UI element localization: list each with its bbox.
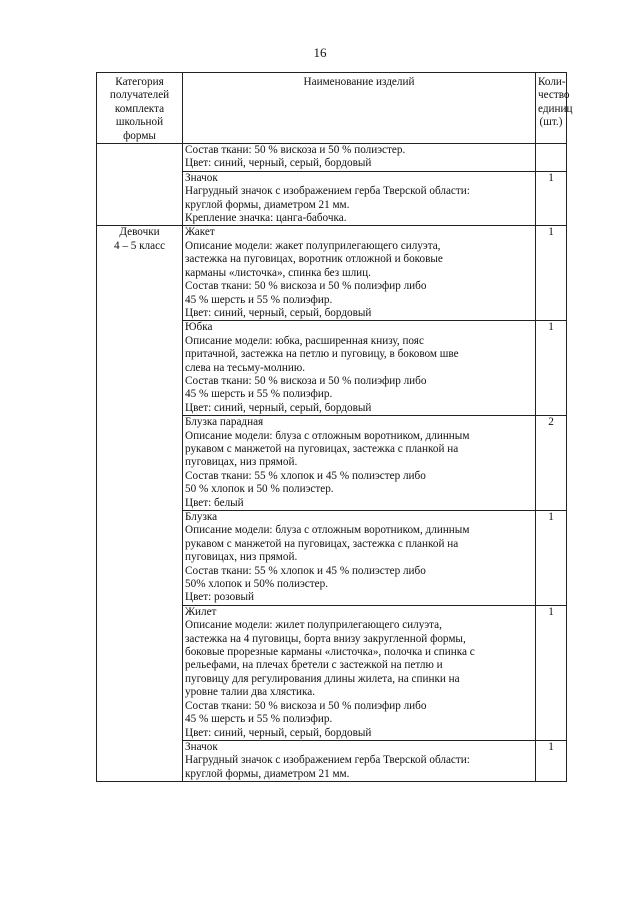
item-description-line: 50 % хлопок и 50 % полиэстер. bbox=[185, 483, 334, 496]
quantity-cell bbox=[536, 144, 567, 172]
item-description-line: Состав ткани: 50 % вискоза и 50 % полиэфир либо bbox=[185, 374, 427, 387]
item-description-line: Цвет: розовый bbox=[185, 591, 254, 604]
item-description-line: Нагрудный значок с изображением герба Тверской области: bbox=[185, 185, 470, 198]
item-description-cell bbox=[183, 321, 536, 416]
header-category-line: формы bbox=[123, 129, 156, 142]
header-name-label: Наименование изделий bbox=[303, 76, 415, 88]
items-table bbox=[96, 72, 573, 782]
item-description-cell bbox=[183, 511, 536, 606]
item-description-line: Описание модели: юбка, расширенная книзу, пояс bbox=[185, 334, 424, 347]
item-description-cell bbox=[183, 226, 536, 321]
item-description-line: пуговицах, низ прямой. bbox=[185, 456, 298, 469]
item-description-line: Описание модели: жакет полуприлегающего силуэта, bbox=[185, 239, 441, 252]
item-description-line: Цвет: белый bbox=[185, 496, 244, 509]
item-description-line: пуговицах, низ прямой. bbox=[185, 551, 298, 564]
quantity-cell: 1 bbox=[536, 171, 567, 226]
item-description-line: слева на тесьму-молнию. bbox=[185, 361, 305, 374]
table-row bbox=[97, 144, 567, 172]
header-category bbox=[97, 73, 183, 144]
item-description-line: карманы «листочка», спинка без шлиц. bbox=[185, 266, 371, 279]
quantity-cell: 1 bbox=[536, 511, 567, 606]
item-description-line: 45 % шерсть и 55 % полиэфир. bbox=[185, 388, 333, 401]
category-line: Девочки bbox=[119, 226, 160, 239]
header-quantity-line: (шт.) bbox=[539, 116, 563, 129]
item-description-line: Состав ткани: 50 % вискоза и 50 % полиэстер. bbox=[185, 144, 406, 157]
item-description-line: Описание модели: блуза с отложным воротником, длинным bbox=[185, 524, 470, 537]
item-description-line: рукавом с манжетой на пуговицах, застежка с планкой на bbox=[185, 442, 459, 455]
item-description-line: Состав ткани: 50 % вискоза и 50 % полиэфир либо bbox=[185, 280, 427, 293]
item-description-line: 45 % шерсть и 55 % полиэфир. bbox=[185, 293, 333, 306]
item-description-line: 45 % шерсть и 55 % полиэфир. bbox=[185, 713, 333, 726]
item-description-line: пуговицу для регулирования длины жилета, на спинки на bbox=[185, 672, 460, 685]
header-quantity bbox=[536, 73, 573, 144]
item-description-line: круглой формы, диаметром 21 мм. bbox=[185, 767, 350, 780]
item-description-line: Цвет: синий, черный, серый, бордовый bbox=[185, 157, 372, 170]
item-description-line: 50% хлопок и 50% полиэстер. bbox=[185, 578, 328, 591]
quantity-cell: 1 bbox=[536, 321, 567, 416]
category-cell bbox=[97, 226, 183, 782]
item-title: Блузка парадная bbox=[185, 416, 264, 429]
item-title: Блузка bbox=[185, 511, 218, 523]
item-title: Жилет bbox=[185, 605, 217, 618]
item-description-cell bbox=[183, 171, 536, 226]
item-description-cell bbox=[183, 605, 536, 740]
item-title: Жакет bbox=[185, 226, 215, 239]
item-title: Значок bbox=[185, 171, 218, 184]
item-description-line: круглой формы, диаметром 21 мм. bbox=[185, 198, 350, 211]
item-description-line: рельефами, на плечах бретели с застежкой на петлю и bbox=[185, 659, 443, 672]
quantity-cell: 1 bbox=[536, 740, 567, 781]
item-description-line: Состав ткани: 55 % хлопок и 45 % полиэстер либо bbox=[185, 564, 426, 577]
item-description-line: Состав ткани: 50 % вискоза и 50 % полиэфир либо bbox=[185, 699, 427, 712]
item-description-cell bbox=[183, 740, 536, 781]
header-quantity-line: чество bbox=[538, 89, 570, 102]
item-description-line: Крепление значка: цанга-бабочка. bbox=[185, 212, 347, 225]
item-description-line: Цвет: синий, черный, серый, бордовый bbox=[185, 401, 372, 414]
item-description-line: Цвет: синий, черный, серый, бордовый bbox=[185, 306, 372, 319]
quantity-cell: 1 bbox=[536, 226, 567, 321]
table-header-row bbox=[97, 73, 567, 144]
category-line: 4 – 5 класс bbox=[113, 239, 166, 252]
item-description-line: уровне талии два хлястика. bbox=[185, 686, 316, 699]
item-description-cell bbox=[183, 416, 536, 511]
header-quantity-line: Коли- bbox=[538, 76, 566, 88]
header-quantity-line: единиц bbox=[538, 102, 573, 115]
item-description-line: Описание модели: блуза с отложным воротником, длинным bbox=[185, 429, 470, 442]
header-category-line: школьной bbox=[115, 116, 164, 129]
item-description-line: рукавом с манжетой на пуговицах, застежка с планкой на bbox=[185, 537, 459, 550]
header-category-line: получателей bbox=[109, 89, 170, 102]
header-category-line: Категория bbox=[115, 76, 164, 88]
quantity-cell: 2 bbox=[536, 416, 567, 511]
table-row bbox=[97, 226, 567, 321]
item-description-line: притачной, застежка на петлю и пуговицу, в боковом шве bbox=[185, 348, 459, 361]
page-number: 16 bbox=[313, 45, 327, 60]
item-description-line: Нагрудный значок с изображением герба Тверской области: bbox=[185, 754, 470, 767]
item-description-line: застежка на 4 пуговицы, борта внизу закругленной формы, bbox=[185, 632, 466, 645]
item-description-line: Описание модели: жилет полуприлегающего силуэта, bbox=[185, 619, 442, 632]
item-description-line: боковые прорезные карманы «листочка», полочка и спинка с bbox=[185, 646, 475, 659]
item-description-line: застежка на пуговицах, воротник отложной и боковые bbox=[185, 253, 443, 266]
item-description-line: Состав ткани: 55 % хлопок и 45 % полиэстер либо bbox=[185, 469, 426, 482]
category-cell bbox=[97, 144, 183, 226]
item-title: Значок bbox=[185, 740, 218, 753]
header-name bbox=[183, 73, 536, 144]
item-description-line: Цвет: синий, черный, серый, бордовый bbox=[185, 726, 372, 739]
item-description-cell bbox=[183, 144, 536, 172]
quantity-cell: 1 bbox=[536, 605, 567, 740]
item-title: Юбка bbox=[185, 321, 213, 334]
header-category-line: комплекта bbox=[114, 102, 165, 115]
